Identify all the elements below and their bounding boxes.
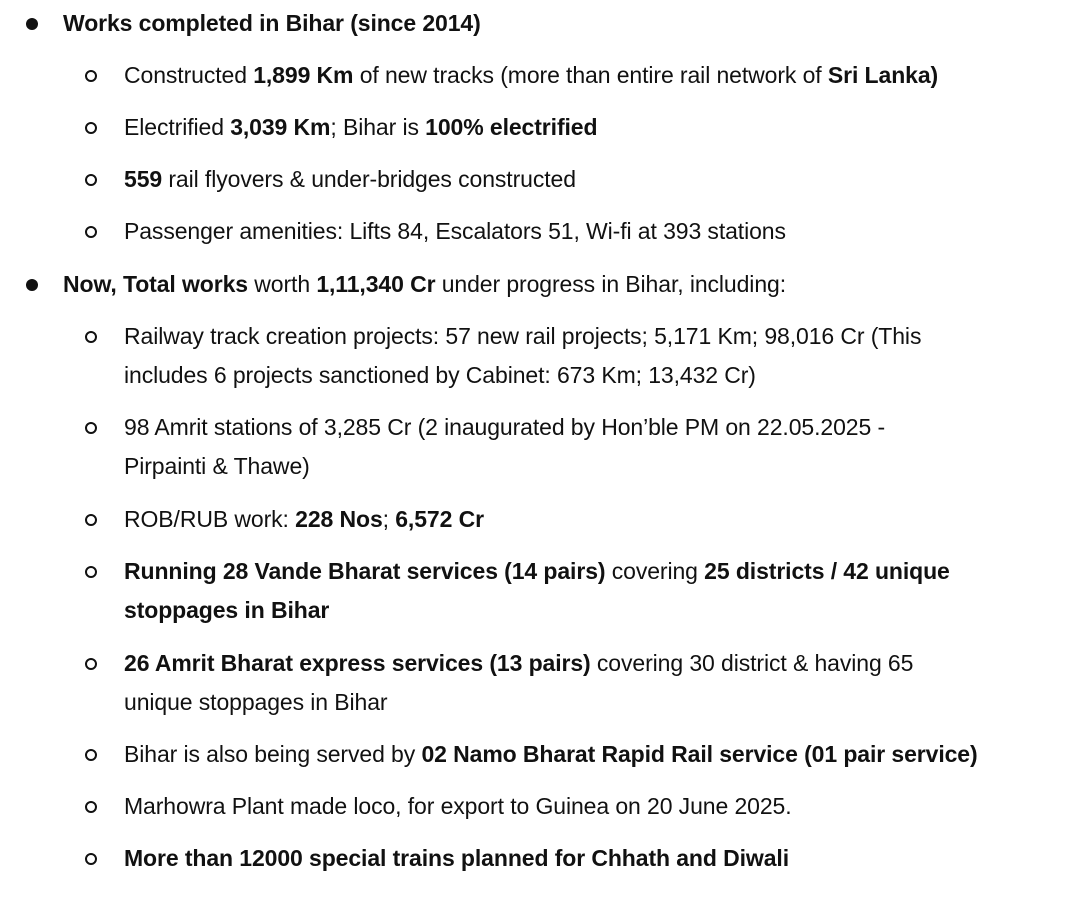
heading-text: worth (247, 271, 317, 297)
item-bold-text: 26 Amrit Bharat express services (13 pairs) (124, 650, 591, 676)
item-text: Railway track creation projects: 57 new rail projects; 5,171 Km; 98,016 Cr (This (124, 323, 922, 349)
item-text: Bihar is also being served by (124, 741, 422, 767)
sub-bullet-icon (85, 331, 97, 343)
list-item (124, 552, 950, 591)
list-item (124, 56, 938, 95)
item-text: ; (382, 506, 396, 532)
item-text: covering (605, 558, 705, 584)
item-bold-text: More than 12000 special trains planned for Chhath and Diwali (124, 845, 789, 871)
item-bold-text: Sri Lanka) (827, 62, 939, 88)
item-bold-text: 1,899 Km (253, 62, 354, 88)
item-bold-text: 02 Namo Bharat Rapid Rail service (01 pair service) (421, 741, 978, 767)
section-heading (63, 4, 481, 43)
item-text: 98 Amrit stations of 3,285 Cr (2 inaugurated by Hon’ble PM on 22.05.2025 - (124, 414, 886, 440)
item-bold-text: 25 districts / 42 unique (704, 558, 950, 584)
item-text: Pirpainti & Thawe) (124, 453, 310, 479)
list-item (124, 408, 885, 447)
heading-text: under progress in Bihar, including: (435, 271, 786, 297)
sub-bullet-icon (85, 514, 97, 526)
item-text: Electrified (124, 114, 231, 140)
item-text: Passenger amenities: Lifts 84, Escalators 51, Wi-fi at 393 stations (124, 218, 786, 244)
item-bold-text: 3,039 Km (230, 114, 331, 140)
item-text: unique stoppages in Bihar (124, 689, 388, 715)
list-item (124, 787, 792, 826)
item-bold-text: 559 (124, 166, 163, 192)
item-bold-text: stoppages in Bihar (124, 597, 330, 623)
sub-bullet-icon (85, 70, 97, 82)
list-item (124, 735, 978, 774)
heading-bold-text: Now, Total works (63, 271, 248, 297)
sub-bullet-icon (85, 801, 97, 813)
item-text: rail flyovers & under-bridges constructed (162, 166, 576, 192)
heading-bold-text: 1,11,340 Cr (316, 271, 436, 297)
item-text: ; Bihar is (330, 114, 426, 140)
sub-bullet-icon (85, 422, 97, 434)
sub-bullet-icon (85, 226, 97, 238)
sub-bullet-icon (85, 658, 97, 670)
item-bold-text: 228 Nos (295, 506, 383, 532)
item-text: Marhowra Plant made loco, for export to Guinea on 20 June 2025. (124, 793, 792, 819)
section-heading (63, 265, 786, 304)
item-bold-text: 100% electrified (425, 114, 598, 140)
item-text: of new tracks (more than entire rail network of (353, 62, 828, 88)
sub-bullet-icon (85, 174, 97, 186)
item-text: Constructed (124, 62, 254, 88)
bullet-icon (26, 18, 38, 30)
list-item-continuation (124, 683, 387, 722)
item-bold-text: 6,572 Cr (395, 506, 484, 532)
list-item (124, 212, 786, 251)
list-item (124, 160, 576, 199)
list-item (124, 839, 789, 878)
heading-text: Works completed in Bihar (since 2014) (63, 10, 481, 36)
list-item-continuation (124, 591, 329, 630)
sub-bullet-icon (85, 566, 97, 578)
sub-bullet-icon (85, 749, 97, 761)
item-bold-text: Running 28 Vande Bharat services (14 pairs) (124, 558, 606, 584)
item-text: covering 30 district & having 65 (590, 650, 914, 676)
item-text: includes 6 projects sanctioned by Cabinet: 673 Km; 13,432 Cr) (124, 362, 756, 388)
sub-bullet-icon (85, 122, 97, 134)
item-text: ROB/RUB work: (124, 506, 296, 532)
list-item (124, 500, 484, 539)
list-item-continuation (124, 356, 756, 395)
list-item (124, 108, 597, 147)
list-item (124, 317, 921, 356)
bullet-icon (26, 279, 38, 291)
list-item (124, 644, 913, 683)
sub-bullet-icon (85, 853, 97, 865)
list-item-continuation (124, 447, 310, 486)
